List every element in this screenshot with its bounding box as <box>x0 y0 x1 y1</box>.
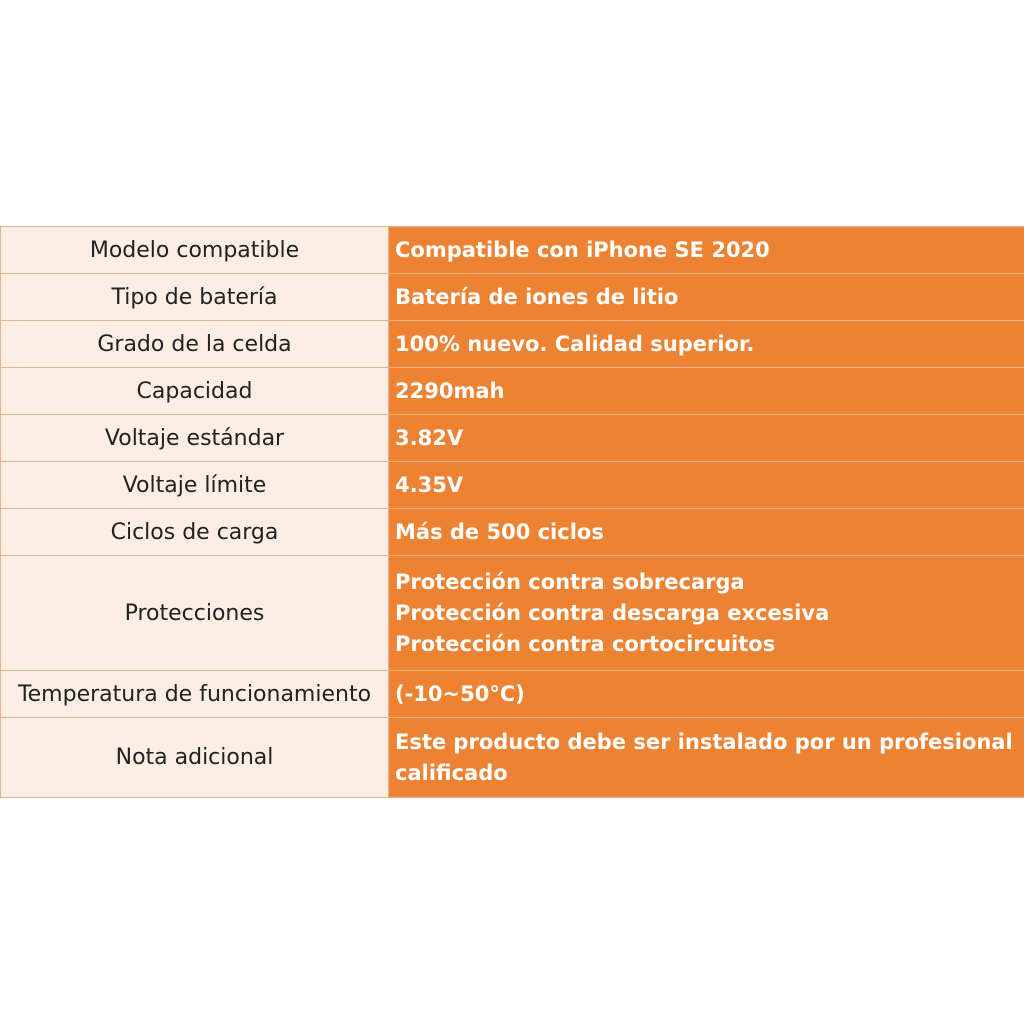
spec-value <box>389 718 1024 798</box>
spec-value <box>389 671 1024 718</box>
spec-value-line: 4.35V <box>395 472 464 497</box>
spec-row-nota <box>1 718 1024 798</box>
spec-value-line: Protección contra cortocircuitos <box>395 631 776 656</box>
spec-value-line: 2290mah <box>395 378 505 403</box>
spec-row-ciclos <box>1 509 1024 556</box>
spec-label: Grado de la celda <box>1 321 389 368</box>
spec-row-voltaje-limite <box>1 462 1024 509</box>
spec-value <box>389 509 1024 556</box>
spec-label: Tipo de batería <box>1 274 389 321</box>
spec-value <box>389 368 1024 415</box>
spec-label: Modelo compatible <box>1 227 389 274</box>
spec-value <box>389 227 1024 274</box>
spec-value <box>389 462 1024 509</box>
spec-label: Nota adicional <box>1 718 389 798</box>
spec-value-line: (-10~50°C) <box>395 681 525 706</box>
spec-value-line: 100% nuevo. Calidad superior. <box>395 331 755 356</box>
spec-label: Voltaje estándar <box>1 415 389 462</box>
spec-row-tipo <box>1 274 1024 321</box>
spec-row-capacidad <box>1 368 1024 415</box>
spec-row-temperatura <box>1 671 1024 718</box>
spec-label: Protecciones <box>1 556 389 671</box>
spec-value-line: Este producto debe ser instalado por un profesional <box>395 729 1013 754</box>
spec-value <box>389 415 1024 462</box>
spec-value <box>389 321 1024 368</box>
spec-row-grado <box>1 321 1024 368</box>
spec-value-line: Más de 500 ciclos <box>395 519 604 544</box>
spec-value <box>389 556 1024 671</box>
spec-value-line: 3.82V <box>395 425 464 450</box>
spec-label: Capacidad <box>1 368 389 415</box>
spec-label: Ciclos de carga <box>1 509 389 556</box>
spec-value-line: Batería de iones de litio <box>395 284 679 309</box>
spec-value-line: Protección contra descarga excesiva <box>395 600 830 625</box>
spec-table <box>0 226 1024 798</box>
spec-value <box>389 274 1024 321</box>
spec-label: Voltaje límite <box>1 462 389 509</box>
spec-row-modelo <box>1 227 1024 274</box>
spec-value-line: Protección contra sobrecarga <box>395 569 745 594</box>
spec-row-protecciones <box>1 556 1024 671</box>
spec-value-line: calificado <box>395 760 508 785</box>
spec-row-voltaje-estandar <box>1 415 1024 462</box>
spec-label: Temperatura de funcionamiento <box>1 671 389 718</box>
spec-value-line: Compatible con iPhone SE 2020 <box>395 237 770 262</box>
